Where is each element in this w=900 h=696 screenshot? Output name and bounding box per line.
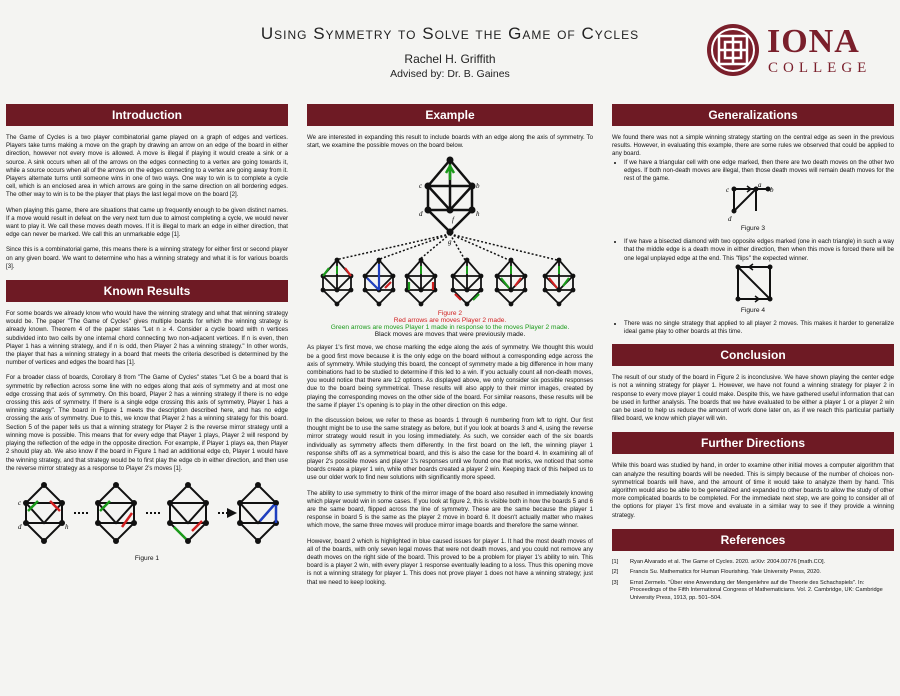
response-board: [451, 258, 484, 307]
legend-black-text: Black moves are moves that were previously made.: [374, 331, 526, 339]
conclusion-text: The result of our study of the board in Figure 2 is inconclusive. We have shown playing the center edge is not a winning strategy for player 1. However, we have not found a winning strategy for player 2 in response to every move player 1 could make. Despite this, we have gathered useful information that can be used in further analysis. The boards that we have evaluated to be either a player 1 or a player 2 win can be used to help us reduce the amount of work done later on, as if we reach this particular partially filled board, we know which player will win.: [612, 374, 894, 423]
logo-college-text: COLLEGE: [768, 60, 872, 76]
figure-1-board: [18, 482, 69, 544]
further-directions-heading: Further Directions: [612, 432, 894, 454]
response-board: [543, 258, 576, 307]
poster-author: Rachel H. Griffith: [404, 52, 496, 66]
svg-text:b: b: [476, 182, 480, 191]
svg-text:g: g: [448, 238, 452, 247]
figure-2-main-board: [419, 157, 480, 247]
svg-text:c: c: [726, 186, 730, 195]
svg-text:c: c: [419, 182, 423, 191]
middle-column: [307, 104, 593, 587]
legend-green-text: Green arrows are moves Player 1 made in response to the moves Player 2 made.: [330, 324, 570, 332]
poster-title: Using Symmetry to Solve the Game of Cycles: [260, 24, 640, 43]
reference-item: [3] Ernst Zermelo. "Über eine Anwendung der Mengenlehre auf die Theorie des Schachspiels". In: Proceedings of the Fifth International Congress of Mathematicians. Vol. 2. Cambridge, UK: Cambridge University Press, 1913, pp. 501–504.: [612, 579, 883, 601]
introduction-paragraph: When playing this game, there are situations that came up frequently enough to be given distinct names. If a move would result in defeat on the very next turn due to almost completing a cycle, we would never want to play it. We call these moves death moves. If it is illegal to mark an edge in either direction, that edge can never be marked. We call this an unmarkable edge [1].: [6, 206, 288, 239]
figure-3: [612, 183, 894, 225]
reference-item: [1] Ryan Alvarado et al. The Game of Cycles. 2020. arXiv: 2004.00776 [math.CO].: [612, 558, 826, 565]
generalizations-intro: We found there was not a simple winning strategy starting on the central edge as seen in the previous results. However, in evaluating this example, there are some rules we observed that could be applied to any board.: [612, 134, 894, 158]
generalizations-list: [612, 320, 894, 336]
logo-iona-text: IONA: [767, 23, 860, 60]
further-directions-text: While this board was studied by hand, in order to examine other initial moves a computer algorithm that can analyze the resulting boards will be needed. This is simply because of the number of choices non-symmetrical boards will have, and the amount of time it would take to analyze them by hand. This algorithm would also be able to be generalized and expanded to other boards to allow the study of other more complicated boards to be completed. For the immediate next step, we are going to consider all of the options for player 1's first move and evaluate in a similar way to see if they provide a winning strategy.: [612, 462, 894, 519]
generalizations-heading: Generalizations: [612, 104, 894, 126]
figure-4: [612, 263, 894, 307]
response-board: [495, 258, 528, 307]
response-board: [363, 258, 396, 307]
response-board: [405, 258, 438, 307]
generalizations-list: [612, 238, 894, 263]
figure-1-board: [237, 482, 279, 544]
svg-text:d: d: [18, 522, 22, 531]
references-heading: References: [612, 529, 894, 551]
figure-2-sub-boards: [321, 258, 576, 307]
conclusion-heading: Conclusion: [612, 344, 894, 366]
generalizations-list: [612, 159, 894, 184]
known-results-paragraph: For a broader class of boards, Corollary 8 from "The Game of Cycles" states "Let G be a board that is symmetric by reflection across some line with no edges along that axis of symmetry and at most one edge crossing that axis of symmetry. On this board, Player 2 has a winning strategy if there is no edge crossing this axis of symmetry. If there is a single edge crossing this axis of symmetry, Player 1 has a winning strategy". The board in Figure 1 meets the description described here, and has no edge crossing the axis of symmetry. Due to this, we know that Player 2 has a winning strategy for this board. Section 5 of the paper tells us that a winning strategy for Player 2 is the reverse mirror strategy until a winning move is possible. This means that for every edge that Player 1 plays, Player 2 will respond by playing the reflection of the edge in the opposite direction. For example, if Player 1 plays ea, then Player 2 should play ab. We also know if the board in Figure 1 had an additional edge cb, Player 1 would have the winning strategy, and that strategy would be to first play the edge cb in either direction, and then use the reverse mirror strategy as a response to Player 2's moves [1].: [6, 374, 288, 472]
svg-text:h: h: [65, 522, 69, 531]
legend-red-text: Red arrows are moves Player 2 made.: [393, 317, 507, 325]
generalization-item: • If we have a bisected diamond with two opposite edges marked (one in each triangle) in such a way that the middle edge is a death move in either direction, then when this move is forced there will be one legal unplayed edge at the end. This "flips" the expected winner.: [624, 238, 894, 263]
known-results-paragraph: For some boards we already know who would have the winning strategy and what that winning strategy would be. The paper "The Game of Cycles" gives multiple boards for which the winning strategy is already known. Theorem 4 of the paper states "Let n ≥ 4. Consider a cycle board with n vertices subdivided into two cells by one internal chord connecting two non-adjacent vertices. If n is even, then Player 1 has a winning strategy, and if n is odd, then Player 2 has a winning strategy." In other words, the player that has a winning strategy in a board that meets the criteria described is determined by the number of vertices and edges the board has [1].: [6, 310, 288, 367]
figure-1: [6, 477, 288, 555]
iona-seal-icon: [705, 22, 761, 78]
introduction-paragraph: Since this is a combinatorial game, this means there is a winning strategy for either first or second player on any given board. We want to determine who has a winning strategy and what it is for various boards [3].: [6, 246, 288, 270]
figure-3-caption: Figure 3: [740, 225, 766, 233]
left-column: [6, 104, 288, 562]
figure-4-caption: Figure 4: [740, 306, 766, 314]
svg-text:d: d: [419, 210, 423, 219]
poster-header: [0, 0, 900, 86]
response-board: [321, 258, 354, 307]
svg-text:a: a: [758, 183, 762, 190]
introduction-paragraph: The Game of Cycles is a two player combinatorial game played on a graph of edges and vertices. Players take turns making a move on the graph by drawing an arrow on an edge of the board in either direction, however not every move is allowed. A move is illegal if playing it would create a sink or a source. A sink occurs when all of the arrows on the edges connecting to a vertex are going towards it, while a source occurs when all of the arrows on the edges connecting to a vertex are going away from it. Players alternate turns until someone wins in one of two ways. One way to win is to complete a cycle cell, which is an enclosed area in which arrows are going in the same direction on all bordering edges. The other way to win is to be the player that plays the last legal move on the board [2].: [6, 134, 288, 199]
figure-1-caption: Figure 1: [134, 554, 160, 562]
iona-college-logo: [705, 22, 875, 78]
figure-2-caption: Figure 2: [437, 310, 463, 318]
poster-advisor: Advised by: Dr. B. Gaines: [390, 68, 510, 80]
known-results-heading: Known Results: [6, 280, 288, 302]
example-intro: We are interested in expanding this result to include boards with an edge along the axis of symmetry. To start, we examine the possible moves on the board below.: [307, 134, 593, 150]
example-paragraph: The ability to use symmetry to think of the mirror image of the board also resulted in immediately knowing which player would win in some cases. If you look at figure 2, this is visible both in how the boards 5 and 6 are the same board, flipped across the line of symmetry. These are the same because the player 1 response in board 5 is the same as the player 2 move in board 6. It doesn't actually matter who makes which move, the same three moves will produce mirror image boards and therefore the same winner.: [307, 489, 593, 530]
generalization-item: • There was no single strategy that applied to all player 2 moves. This makes it harder to generalize ideal game play to other boards at this time.: [624, 320, 894, 336]
generalization-item: • If we have a triangular cell with one edge marked, then there are two death moves on the other two edges. If both non-death moves are illegal, then those death moves will remain death moves for the rest of the game.: [624, 159, 894, 184]
figure-1-board: [167, 482, 209, 544]
svg-text:b: b: [770, 186, 774, 195]
example-paragraph: As player 1's first move, we chose marking the edge along the axis of symmetry. We thought this would be a good first move because it is the only edge on the board without a corresponding edge across the axis of symmetry. While studying this board, the concept of symmetry made a big difference in how many combinations had to be studied to determine if this led to a win. If you actually count all non-death moves, you would notice that there are 12 options. As displayed above, we only consider six possible responses due to the board being symmetrical. These results will also apply to their mirror images, created by playing the corresponding moves on the other side of the board. For similar reasons, these results will be the same if player 1's opening is to play in the other direction on this edge.: [307, 344, 593, 409]
example-paragraph: In the discussion below, we refer to these as boards 1 through 6 numbering from left to right. Our first thought might be to use the same strategy as before, but if you look at boards 3 and 4, using the reverse mirror strategy would result in you losing immediately. As such, we consider each of the six boards individually as symmetry affects them differently. In the first board on the left, the winning player 1 response shifts off as a symmetrical board, and this is also the case for the board 4. In examining all of player 2's possible moves and player 1's responses until we found one that works, we noticed that some boards create a player 1 win, while other boards created a player 2 win. Keeping track of this helped us to use our older work to find new solutions with significantly more speed.: [307, 417, 593, 482]
svg-text:d: d: [728, 215, 732, 224]
figure-2: [307, 152, 593, 310]
right-column: [612, 104, 894, 602]
example-heading: Example: [307, 104, 593, 126]
reference-item: [2] Francis Su. Mathematics for Human Flourishing. Yale University Press, 2020.: [612, 569, 821, 576]
figure-1-board: [95, 482, 137, 544]
svg-text:h: h: [476, 210, 480, 219]
svg-text:c: c: [18, 498, 22, 507]
svg-text:f: f: [452, 216, 454, 225]
introduction-heading: Introduction: [6, 104, 288, 126]
example-paragraph: However, board 2 which is highlighted in blue caused issues for player 1. It had the most death moves of all of the boards, with only seven legal moves that were not death moves, and you could not remove any death moves on the right side of the board. This proved to be a problem for player 1's ability to win. This board is a player 2 win, with every player 1 response eventually leading to a loss. Thus this opening move is not a winning strategy for player 1. This does not prove player 1 does not have a winning strategy; just that we need to keep looking.: [307, 537, 593, 586]
